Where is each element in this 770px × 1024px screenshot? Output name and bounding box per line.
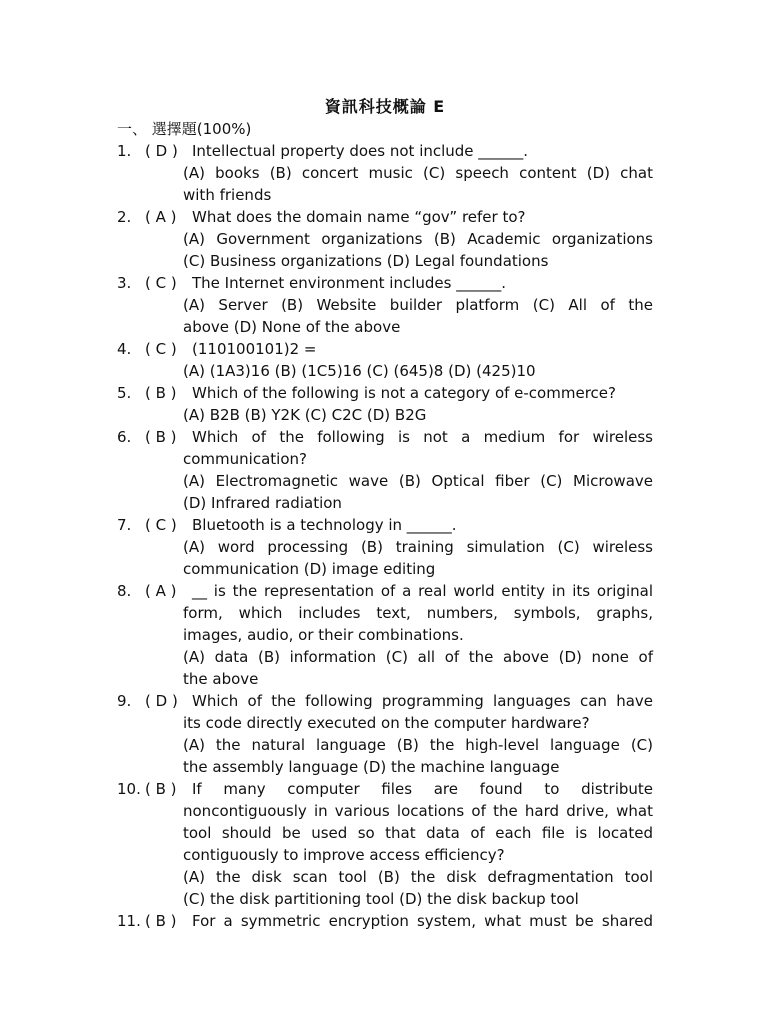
question-item bbox=[0, 272, 770, 338]
question-item bbox=[0, 778, 770, 910]
section-heading: 一、 選擇題(100%) bbox=[117, 120, 252, 138]
question-text: form, which includes text, numbers, symbols, graphs, bbox=[183, 604, 653, 622]
question-number: 2. bbox=[117, 208, 132, 226]
question-text: (A) Government organizations (B) Academic organizations bbox=[183, 230, 653, 248]
question-text: (A) the natural language (B) the high-level language (C) bbox=[183, 736, 653, 754]
question-text: If many computer files are found to distribute bbox=[192, 780, 653, 798]
answer-key: ( B ) bbox=[145, 428, 177, 446]
question-text: What does the domain name “gov” refer to? bbox=[192, 208, 526, 226]
answer-key: ( D ) bbox=[145, 692, 178, 710]
question-item bbox=[0, 206, 770, 272]
answer-key: ( D ) bbox=[145, 142, 178, 160]
answer-key: ( C ) bbox=[145, 340, 177, 358]
question-number: 3. bbox=[117, 274, 132, 292]
question-text: above (D) None of the above bbox=[183, 318, 401, 336]
question-text: communication (D) image editing bbox=[183, 560, 436, 578]
question-text: For a symmetric encryption system, what must be shared bbox=[192, 912, 653, 930]
question-text: (A) word processing (B) training simulation (C) wireless bbox=[183, 538, 653, 556]
question-number: 8. bbox=[117, 582, 132, 600]
question-list bbox=[0, 140, 770, 932]
question-number: 11. bbox=[117, 912, 141, 930]
question-number: 7. bbox=[117, 516, 132, 534]
question-item bbox=[0, 140, 770, 206]
question-text: (A) Server (B) Website builder platform (C) All of the bbox=[183, 296, 653, 314]
exam-title: 資訊科技概論 E bbox=[324, 97, 446, 116]
question-text: Bluetooth is a technology in ______. bbox=[192, 516, 457, 534]
question-text: with friends bbox=[183, 186, 272, 204]
answer-key: ( A ) bbox=[145, 208, 177, 226]
question-number: 5. bbox=[117, 384, 132, 402]
question-text: (A) the disk scan tool (B) the disk defragmentation tool bbox=[183, 868, 653, 886]
question-text: (C) Business organizations (D) Legal foundations bbox=[183, 252, 549, 270]
answer-key: ( A ) bbox=[145, 582, 177, 600]
question-text: its code directly executed on the computer hardware? bbox=[183, 714, 590, 732]
question-text: (110100101)2 = bbox=[192, 340, 317, 358]
question-number: 1. bbox=[117, 142, 132, 160]
question-item bbox=[0, 690, 770, 778]
question-text: Which of the following programming languages can have bbox=[192, 692, 653, 710]
answer-key: ( C ) bbox=[145, 274, 177, 292]
question-number: 6. bbox=[117, 428, 132, 446]
answer-key: ( B ) bbox=[145, 912, 177, 930]
question-text: (D) Infrared radiation bbox=[183, 494, 342, 512]
question-text: the above bbox=[183, 670, 259, 688]
question-item bbox=[0, 382, 770, 426]
question-item bbox=[0, 580, 770, 690]
question-number: 4. bbox=[117, 340, 132, 358]
question-item bbox=[0, 426, 770, 514]
question-number: 9. bbox=[117, 692, 132, 710]
question-text: (A) data (B) information (C) all of the above (D) none of bbox=[183, 648, 653, 666]
question-text: (A) books (B) concert music (C) speech content (D) chat bbox=[183, 164, 653, 182]
answer-key: ( C ) bbox=[145, 516, 177, 534]
question-text: The Internet environment includes ______. bbox=[192, 274, 506, 292]
answer-key: ( B ) bbox=[145, 384, 177, 402]
question-item bbox=[0, 338, 770, 382]
question-text: communication? bbox=[183, 450, 307, 468]
question-text: (A) B2B (B) Y2K (C) C2C (D) B2G bbox=[183, 406, 427, 424]
question-text: noncontiguously in various locations of the hard drive, what bbox=[183, 802, 653, 820]
question-text: Which of the following is not a medium for wireless bbox=[192, 428, 653, 446]
question-text: images, audio, or their combinations. bbox=[183, 626, 464, 644]
question-text: (A) (1A3)16 (B) (1C5)16 (C) (645)8 (D) (425)10 bbox=[183, 362, 536, 380]
question-text: tool should be used so that data of each file is located bbox=[183, 824, 653, 842]
question-text: Which of the following is not a category of e-commerce? bbox=[192, 384, 616, 402]
answer-key: ( B ) bbox=[145, 780, 177, 798]
question-text: Intellectual property does not include ______. bbox=[192, 142, 529, 160]
question-text: the assembly language (D) the machine language bbox=[183, 758, 560, 776]
question-item bbox=[0, 910, 770, 932]
question-text: contiguously to improve access efficiency? bbox=[183, 846, 505, 864]
question-text: (C) the disk partitioning tool (D) the disk backup tool bbox=[183, 890, 579, 908]
question-text: (A) Electromagnetic wave (B) Optical fiber (C) Microwave bbox=[183, 472, 653, 490]
question-item bbox=[0, 514, 770, 580]
question-text: __ is the representation of a real world entity in its original bbox=[192, 582, 653, 600]
question-number: 10. bbox=[117, 780, 141, 798]
